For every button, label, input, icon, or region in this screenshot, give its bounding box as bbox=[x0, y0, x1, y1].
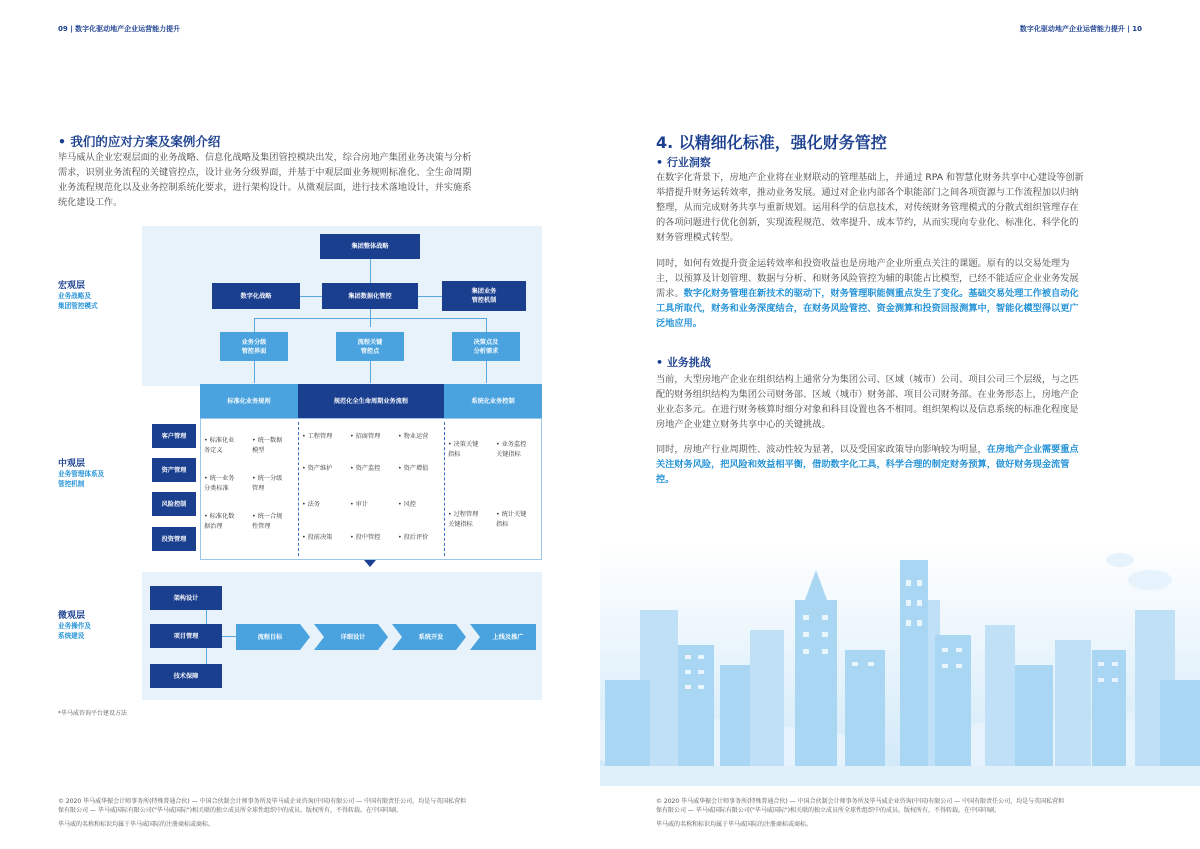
micro-label-title: 微观层 bbox=[58, 611, 86, 621]
col1-cell: • 统一业务 分类标准 bbox=[204, 475, 235, 492]
connector bbox=[300, 296, 322, 297]
footer-left-line1: © 2020 毕马威华振会计师事务所(特殊普通合伙) — 中国合伙制会计师事务所及毕马威企业咨询(中国)有限公司 — 中国有限责任公司，均是与英国私营担 bbox=[58, 798, 467, 805]
col1-cell: • 标准化数 据治理 bbox=[204, 513, 235, 530]
col-header-standard-rules: 标准化业务规则 bbox=[200, 384, 298, 418]
box-architecture-design: 架构设计 bbox=[150, 586, 222, 610]
grid-divider bbox=[298, 422, 299, 556]
meso-label-sub1: 业务管理体系及 bbox=[58, 470, 105, 478]
footer-right-line2: 保有限公司 — 毕马威国际有限公司("毕马威国际")相关联的独立成员所全球性组织中的成员。版权所有，不得转载。在中国印刷。 bbox=[656, 807, 1001, 814]
col2-cell: • 物业运营 bbox=[398, 433, 429, 440]
left-section-title: • 我们的应对方案及案例介绍 bbox=[58, 134, 221, 149]
box-group-data-control: 集团数据化管控 bbox=[322, 283, 418, 309]
row-investment: 投资管理 bbox=[152, 527, 196, 551]
paragraph-highlight-text: 数字化财务管理在新技术的驱动下，财务管理职能侧重点发生了变化。基础交易处理工作被自动化工具所取代，财务和业务深度结合，在财务风险管控、资金测算和投资回报测算中，智能化模型得以更广泛地应用。 bbox=[656, 288, 1079, 329]
connector bbox=[254, 318, 255, 332]
micro-label-sub1: 业务操作及 bbox=[58, 622, 91, 630]
box-group-strategy: 集团整体战略 bbox=[320, 234, 420, 259]
city-skyline-illustration bbox=[600, 540, 1200, 786]
box-group-business-control: 集团业务 管控机制 bbox=[442, 281, 526, 311]
macro-label-sub1: 业务战略及 bbox=[58, 292, 91, 300]
meso-label-sub2: 管控机制 bbox=[58, 480, 85, 488]
step-label: 流程目标 bbox=[257, 633, 283, 641]
col1-cell: • 统一分级 管理 bbox=[252, 475, 283, 492]
right-section-title: 4. 以精细化标准，强化财务管控 bbox=[656, 133, 887, 152]
col3-cell: • 决策关键 指标 bbox=[448, 441, 479, 458]
box-digital-strategy: 数字化战略 bbox=[212, 283, 300, 309]
col2-cell: • 投前决策 bbox=[302, 534, 333, 541]
col3-cell: • 过程管理 关键指标 bbox=[448, 511, 479, 528]
connector bbox=[486, 361, 487, 383]
step-label: 上线及推广 bbox=[492, 633, 524, 641]
connector bbox=[254, 318, 486, 319]
paragraph-highlight-text: 在房地产企业需要重点关注财务风险，把风险和效益相平衡，借助数字化工具，科学合理的制定财务预算，做好财务现金流管控。 bbox=[656, 444, 1079, 485]
row-customer: 客户管理 bbox=[152, 424, 196, 448]
grid-divider bbox=[444, 422, 445, 556]
macro-label-title: 宏观层 bbox=[58, 281, 86, 291]
row-risk: 风险控制 bbox=[152, 492, 196, 516]
col2-cell: • 投中管控 bbox=[350, 534, 381, 541]
step-label: 详细设计 bbox=[340, 633, 366, 641]
connector bbox=[370, 259, 371, 283]
box-decision-analysis: 决策点及 分析需求 bbox=[452, 332, 520, 361]
col2-cell: • 工程管理 bbox=[302, 433, 333, 440]
meso-label-title: 中观层 bbox=[58, 459, 86, 469]
col-header-system-control: 系统化业务控制 bbox=[444, 384, 542, 418]
footer-left bbox=[58, 797, 548, 829]
footer-left-line2: 保有限公司 — 毕马威国际有限公司("毕马威国际")相关联的独立成员所全球性组织中的成员。版权所有，不得转载。在中国印刷。 bbox=[58, 807, 403, 814]
paragraph-plain-text: 同时，如何有效提升资金运转效率和投资收益也是房地产企业所重点关注的课题。原有的以交易处理为主，以预算及计划管理、数据与分析、和财务风险管控为辅的职能占比模型，已经不能适应企业业务发展需求。 bbox=[656, 258, 1079, 299]
connector bbox=[418, 296, 442, 297]
meso-layer-label bbox=[58, 456, 104, 489]
micro-label-sub2: 系统建设 bbox=[58, 632, 85, 640]
col1-cell: • 标准化业 务定义 bbox=[204, 437, 235, 454]
diagram-source-note: *毕马威咨询平台建设方法 bbox=[58, 710, 128, 717]
industry-insight-paragraph-2 bbox=[656, 256, 1084, 331]
macro-layer-label bbox=[58, 278, 98, 311]
col1-cell: • 统一数据 模型 bbox=[252, 437, 283, 454]
col2-cell: • 风控 bbox=[398, 501, 416, 508]
left-intro-paragraph: 毕马威从企业宏观层面的业务战略、信息化战略及集团管控模块出发，综合房地产集团业务决策与分析需求，识别业务流程的关键管控点，设计业务分级界面，并基于中观层面业务规则标准化、全生命周期业务流程规范化以及业务控制系统化要求，进行架构设计。从微观层面，进行技术落地设计，并实施系统化建设工作。 bbox=[58, 152, 472, 208]
business-challenge-paragraph-1: 当前，大型房地产企业在组织结构上通常分为集团公司、区域（城市）公司、项目公司三个层级，与之匹配的财务组织结构为集团公司财务部、区域（城市）财务部、项目公司财务部。在业务形态上，房地产企业业态多元。在进行财务核算时细分对象和科目设置也各不相同。组织架构以及信息系统的标准化程度是房地产企业建立财务共享中心的关键挑战。 bbox=[656, 374, 1079, 430]
footer-left-line3: 毕马威的名称和标识均属于毕马威国际的注册商标或商标。 bbox=[58, 821, 215, 828]
down-arrow-icon bbox=[364, 560, 376, 567]
box-project-management: 项目管理 bbox=[150, 624, 222, 648]
box-tech-assurance: 技术保障 bbox=[150, 664, 222, 688]
col1-cell: • 统一合规 性管理 bbox=[252, 513, 283, 530]
col2-cell: • 资产维护 bbox=[302, 465, 333, 472]
col2-cell: • 资产增值 bbox=[398, 465, 429, 472]
col2-cell: • 审计 bbox=[350, 501, 368, 508]
footer-right-line3: 毕马威的名称和标识均属于毕马威国际的注册商标或商标。 bbox=[656, 821, 813, 828]
micro-layer-label bbox=[58, 608, 91, 641]
industry-insight-title: • 行业洞察 bbox=[656, 156, 711, 169]
col2-cell: • 法务 bbox=[302, 501, 320, 508]
macro-label-sub2: 集团管控模式 bbox=[58, 302, 98, 310]
col3-cell: • 统计关键 指标 bbox=[496, 511, 527, 528]
footer-right-line1: © 2020 毕马威华振会计师事务所(特殊普通合伙) — 中国合伙制会计师事务所及毕马威企业咨询(中国)有限公司 — 中国有限责任公司，均是与英国私营担 bbox=[656, 798, 1065, 805]
page-header-left: 09 | 数字化驱动地产企业运营能力提升 bbox=[58, 25, 181, 33]
connector bbox=[370, 361, 371, 383]
col3-cell: • 业务监控 关键指标 bbox=[496, 441, 527, 458]
connector bbox=[486, 318, 487, 332]
paragraph-plain-text: 同时，房地产行业周期性、波动性较为显著，以及受国家政策导向影响较为明显， bbox=[656, 444, 987, 455]
step-label: 系统开发 bbox=[418, 633, 444, 641]
box-process-control-points: 流程关键 管控点 bbox=[336, 332, 404, 361]
connector bbox=[222, 636, 236, 637]
business-challenge-title: • 业务挑战 bbox=[656, 356, 711, 369]
col2-cell: • 投后评价 bbox=[398, 534, 429, 541]
box-business-tier-interface: 业务分级 管控界面 bbox=[220, 332, 288, 361]
business-challenge-paragraph-2 bbox=[656, 442, 1084, 487]
row-asset: 资产管理 bbox=[152, 458, 196, 482]
col-header-lifecycle-process: 规范化全生命周期业务流程 bbox=[298, 384, 444, 418]
industry-insight-paragraph-1: 在数字化背景下，房地产企业将在业财联动的管理基础上，并通过 RPA 和智慧化财务共享中心建设等创新举措提升财务运转效率，推动业务发展。通过对企业内部各个职能部门之间各项资源与工作流程加以归纳整理，从而完成财务共享与重新规划。运用科学的信息技术，对传统财务管理模式的分散式组织管理存在的各项问题进行优化创新，实现流程规范、效率提升、成本节约，从而实现向专业化、标准化、科学化的财务管理模式转型。 bbox=[656, 172, 1084, 243]
footer-right bbox=[656, 797, 1156, 829]
connector bbox=[254, 361, 255, 383]
col2-cell: • 资产监控 bbox=[350, 465, 381, 472]
page-header-right: 数字化驱动地产企业运营能力提升 | 10 bbox=[1019, 25, 1142, 33]
col2-cell: • 招商管理 bbox=[350, 433, 381, 440]
